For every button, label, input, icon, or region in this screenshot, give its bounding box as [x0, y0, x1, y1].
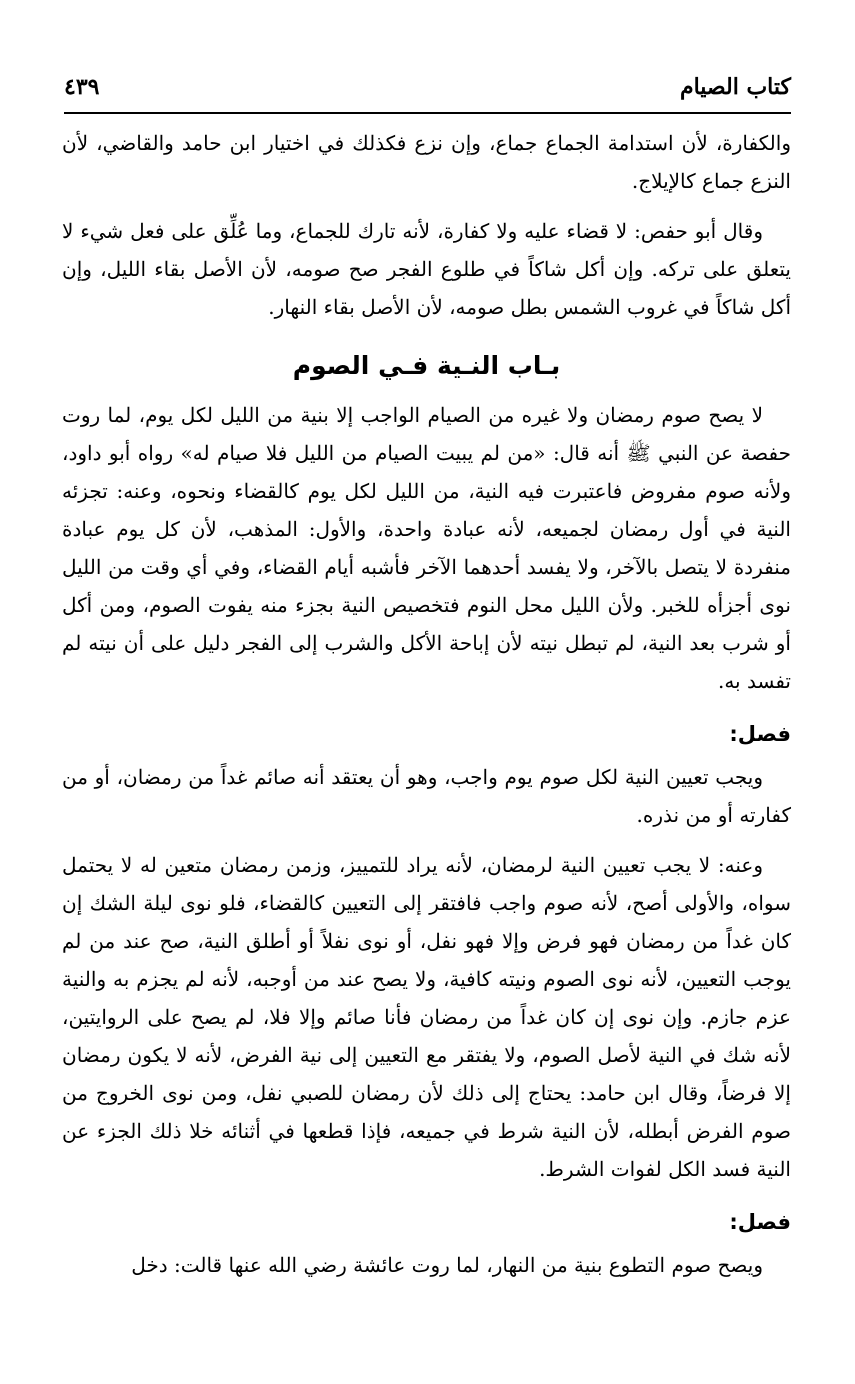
- paragraph-gap: [62, 834, 791, 846]
- paragraph-niyyah: لا يصح صوم رمضان ولا غيره من الصيام الواجب إلا بنية من الليل لكل يوم، لما روت حفصة عن النبي ﷺ أنه قال: «من لم يبيت الصيام من الليل فلا صيام له» رواه أبو داود، ولأنه صوم مفروض فاعتبرت فيه النية، من الليل لكل يوم كالقضاء ونحوه، وعنه: تجزئه النية في أول رمضان لجميعه، لأنه عبادة واحدة، والأول: المذهب، لأن كل يوم عبادة منفردة لا يتصل بالآخر، ولا يفسد أحدهما الآخر فأشبه أيام القضاء، وفي أي وقت من الليل نوى أجزأه للخبر. ولأن الليل محل النوم فتخصيص النية بجزء منه يفوت الصوم، ومن أكل أو شرب بعد النية، لم تبطل نيته لأن إباحة الأكل والشرب إلى الفجر دليل على أن نيته لم تفسد به.: [62, 403, 791, 693]
- paragraph-gap: [62, 200, 791, 212]
- paragraph-abu-hafs: وقال أبو حفص: لا قضاء عليه ولا كفارة، لأنه تارك للجماع، وما عُلِّق على فعل شيء لا يتعلق على تركه. وإن أكل شاكاً في طلوع الفجر صح صومه، لأن الأصل بقاء الليل، وإن أكل شاكاً في غروب الشمس بطل صومه، لأن الأصل بقاء النهار.: [62, 219, 791, 319]
- body-text: [62, 124, 791, 1284]
- header-rule: [64, 112, 791, 114]
- paragraph-continuation: والكفارة، لأن استدامة الجماع جماع، وإن نزع فكذلك في اختيار ابن حامد والقاضي، لأن النزع جماع كالإيلاج.: [62, 131, 791, 193]
- running-header: [64, 64, 791, 100]
- section-label: فصل:: [729, 1210, 791, 1234]
- running-title: كتاب الصيام: [679, 74, 791, 100]
- section-label: فصل:: [729, 722, 791, 746]
- chapter-heading: بـاب النـية فـي الصوم: [292, 351, 561, 380]
- paragraph-tatawwu: ويصح صوم التطوع بنية من النهار، لما روت عائشة رضي الله عنها قالت: دخل: [131, 1253, 763, 1277]
- paragraph-riwaya: وعنه: لا يجب تعيين النية لرمضان، لأنه يراد للتمييز، وزمن رمضان متعين له لا يحتمل سواه، والأولى أصح، لأنه صوم واجب فافتقر إلى التعيين كالقضاء، فلو نوى ليلة الشك إن كان غداً من رمضان فهو فرض وإلا فهو نفل، أو نوى نفلاً أو أطلق النية، صح عند من لم يوجب التعيين، لأنه نوى الصوم ونيته كافية، ولا يصح عند من أوجبه، لأنه لم يجزم به والنية عزم جازم. وإن نوى إن كان غداً من رمضان فأنا صائم وإلا فلا، لم يصح على الروايتين، لأنه شك في النية لأصل الصوم، ولا يفتقر مع التعيين إلى نية الفرض، لأنه لا يكون رمضان إلا فرضاً، وقال ابن حامد: يحتاج إلى ذلك لأن رمضان للصبي نفل، ومن نوى الخروج من صوم الفرض أبطله، لأن النية شرط في جميعه، فإذا قطعها في أثنائه خلا ذلك الجزء عن النية فسد الكل لفوات الشرط.: [62, 853, 791, 1181]
- page-number: ٤٣٩: [64, 74, 100, 100]
- paragraph-tayin: ويجب تعيين النية لكل صوم يوم واجب، وهو أن يعتقد أنه صائم غداً من رمضان، أو من كفارته أو من نذره.: [62, 765, 791, 827]
